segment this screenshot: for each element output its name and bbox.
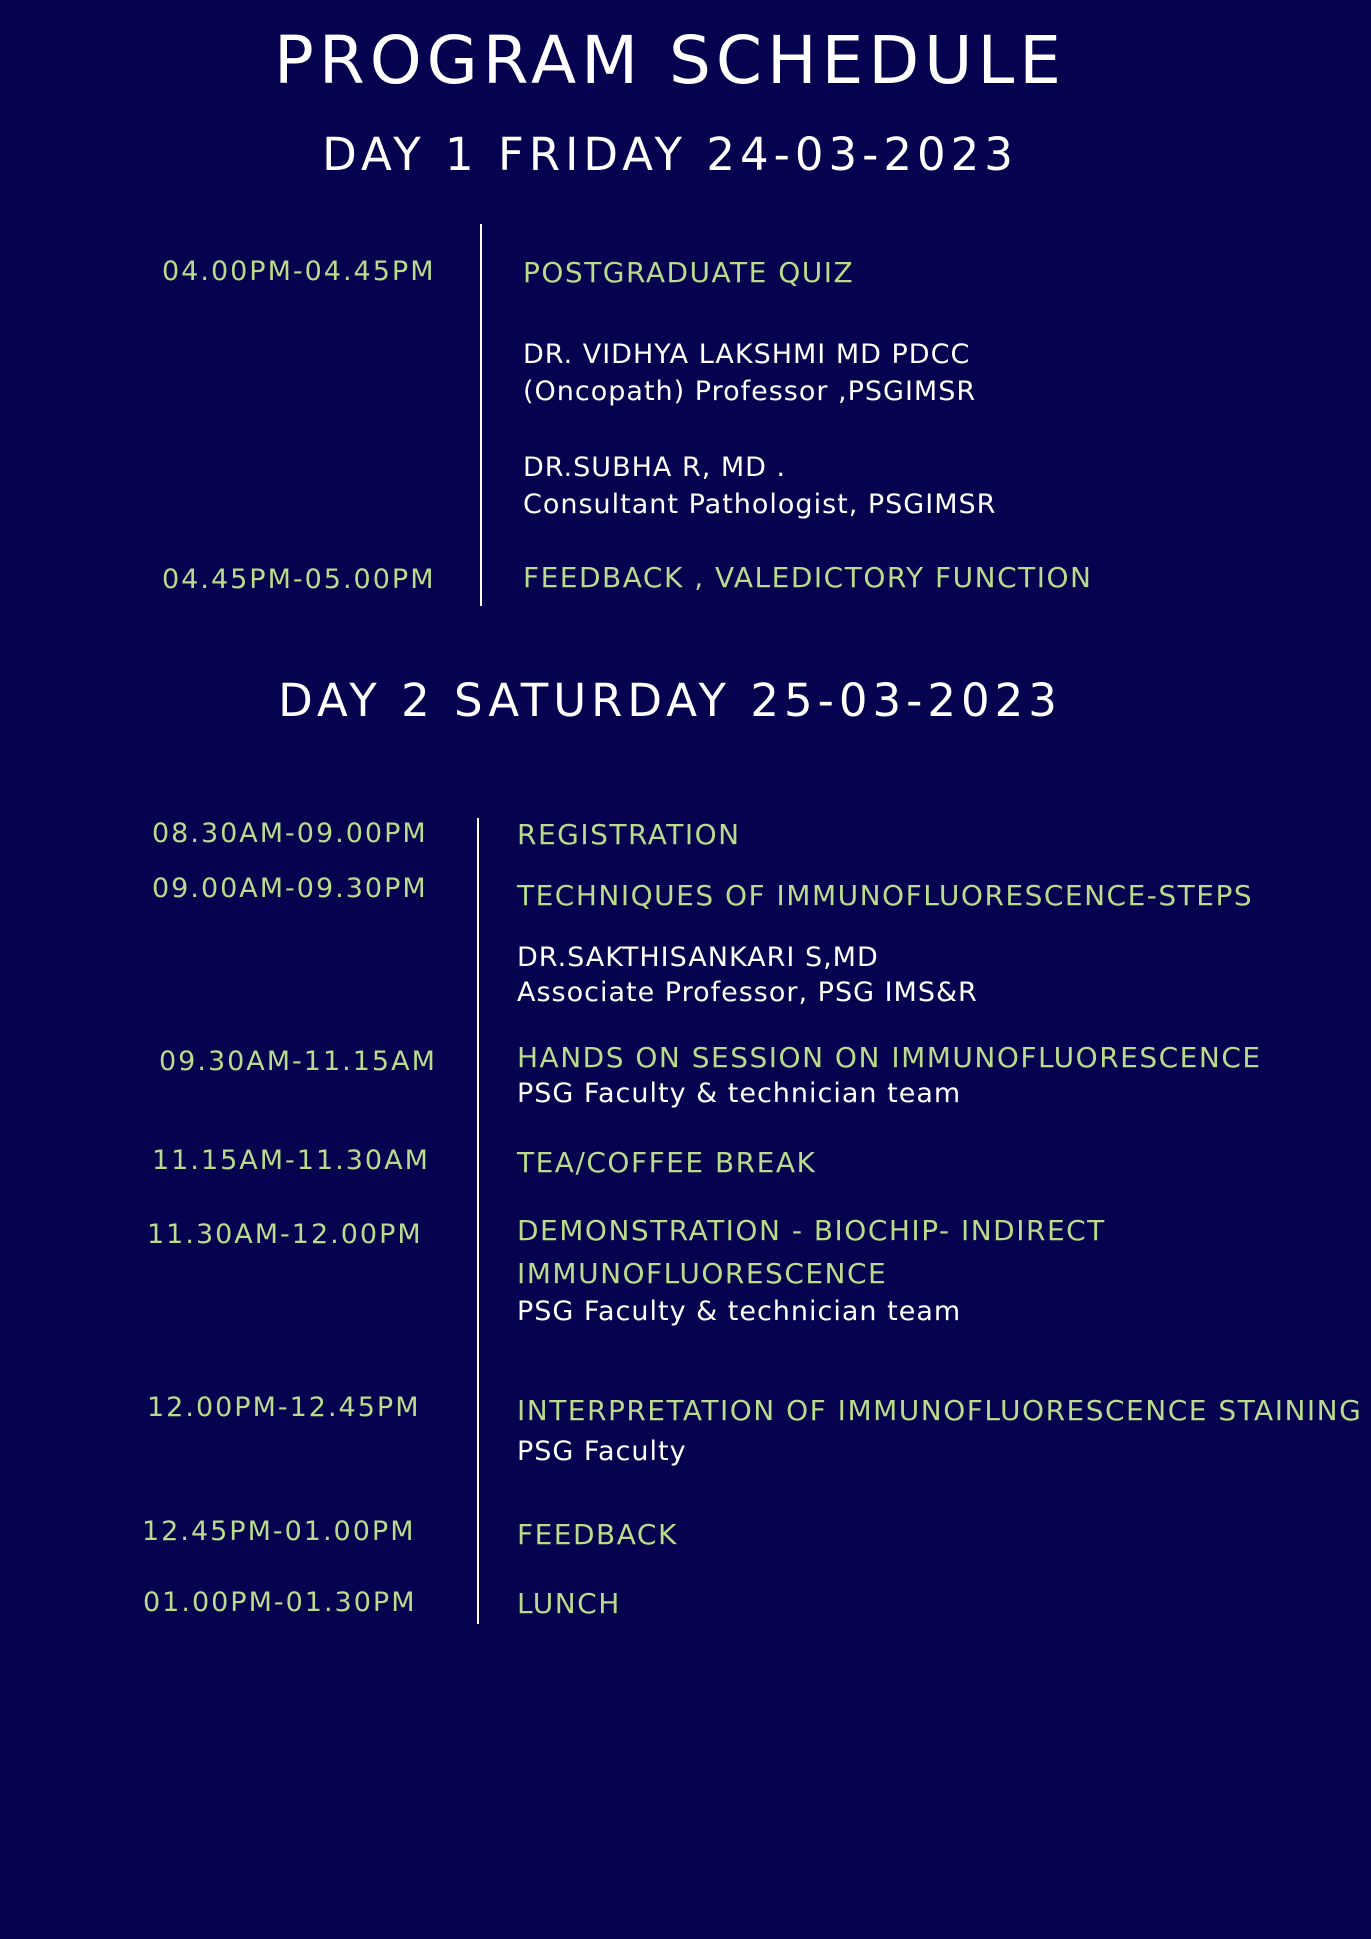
day2-time-6: 12.00PM-12.45PM [147, 1392, 421, 1423]
speaker-name: DR. VIDHYA LAKSHMI MD PDCC [523, 339, 971, 370]
speaker-designation: Associate Professor, PSG IMS&R [517, 977, 978, 1008]
day2-speaker-2 [517, 940, 978, 1010]
speaker-designation: (Oncopath) Professor ,PSGIMSR [523, 376, 977, 407]
day2-speaker-5: PSG Faculty & technician team [517, 1296, 962, 1327]
day2-event-5b: IMMUNOFLUORESCENCE [517, 1257, 888, 1290]
day1-event-1: POSTGRADUATE QUIZ [523, 256, 855, 289]
day2-event-2: TECHNIQUES OF IMMUNOFLUORESCENCE-STEPS [517, 879, 1254, 912]
day2-time-5: 11.30AM-12.00PM [147, 1219, 423, 1250]
speaker-name: DR.SUBHA R, MD . [523, 452, 787, 483]
day2-divider [477, 818, 479, 1624]
day2-event-7: FEEDBACK [517, 1518, 678, 1551]
day2-speaker-6: PSG Faculty [517, 1436, 687, 1467]
day2-event-6: INTERPRETATION OF IMMUNOFLUORESCENCE STAINING [517, 1394, 1363, 1427]
day1-event-2: FEEDBACK , VALEDICTORY FUNCTION [523, 561, 1093, 594]
day1-time-1: 04.00PM-04.45PM [162, 256, 436, 287]
day2-time-8: 01.00PM-01.30PM [143, 1587, 417, 1618]
day2-time-2: 09.00AM-09.30PM [152, 873, 428, 904]
day2-event-5a: DEMONSTRATION - BIOCHIP- INDIRECT [517, 1214, 1106, 1247]
day2-event-1: REGISTRATION [517, 818, 741, 851]
speaker-name: DR.SAKTHISANKARI S,MD [517, 942, 879, 973]
day1-heading: DAY 1 FRIDAY 24-03-2023 [322, 128, 1018, 181]
day2-time-7: 12.45PM-01.00PM [142, 1516, 416, 1547]
speaker-designation: Consultant Pathologist, PSGIMSR [523, 489, 997, 520]
day2-time-3: 09.30AM-11.15AM [159, 1046, 437, 1077]
day1-divider [480, 224, 482, 606]
day2-speaker-3: PSG Faculty & technician team [517, 1078, 962, 1109]
day2-event-4: TEA/COFFEE BREAK [517, 1146, 817, 1179]
day1-time-2: 04.45PM-05.00PM [162, 564, 436, 595]
day2-event-8: LUNCH [517, 1587, 621, 1620]
page-title: PROGRAM SCHEDULE [274, 22, 1066, 99]
day2-heading: DAY 2 SATURDAY 25-03-2023 [278, 674, 1062, 727]
day2-event-3: HANDS ON SESSION ON IMMUNOFLUORESCENCE [517, 1041, 1262, 1074]
day1-speaker-2 [523, 449, 996, 523]
day2-time-4: 11.15AM-11.30AM [152, 1145, 430, 1176]
day1-speaker-1 [523, 336, 976, 410]
day2-time-1: 08.30AM-09.00PM [152, 818, 428, 849]
